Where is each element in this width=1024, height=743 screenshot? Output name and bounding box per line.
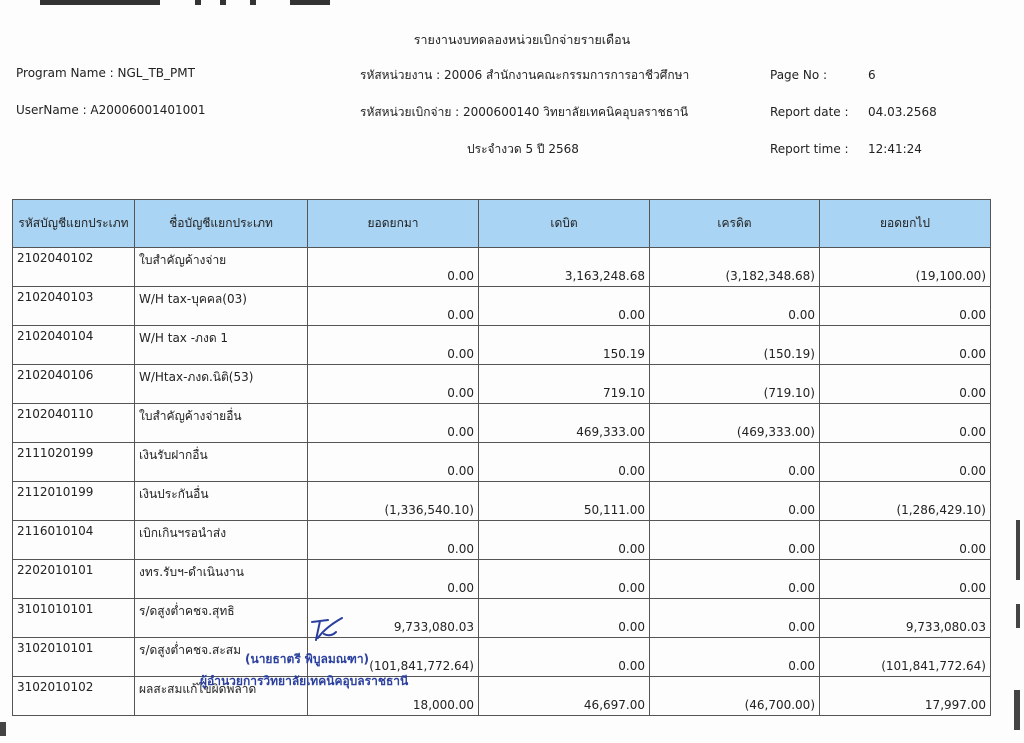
cell-debit: 0.00 bbox=[479, 521, 650, 560]
scan-edge-mark bbox=[1014, 690, 1020, 730]
cell-credit: 0.00 bbox=[650, 287, 820, 326]
cell-opening-balance: 18,000.00 bbox=[308, 677, 479, 716]
cell-closing-balance: 17,997.00 bbox=[820, 677, 991, 716]
cell-debit: 719.10 bbox=[479, 365, 650, 404]
cell-credit: 0.00 bbox=[650, 443, 820, 482]
cell-account-name: ผลสะสมแก้ไขผิดพลาด bbox=[135, 677, 308, 716]
user-name: UserName : A20006001401001 bbox=[16, 103, 206, 117]
cell-credit: (469,333.00) bbox=[650, 404, 820, 443]
page-no-value: 6 bbox=[868, 68, 876, 82]
cell-opening-balance: 0.00 bbox=[308, 326, 479, 365]
top-scan-marks bbox=[0, 0, 1024, 6]
cell-account-name: W/Htax-ภงด.นิติ(53) bbox=[135, 365, 308, 404]
col-header-opening-balance: ยอดยกมา bbox=[308, 200, 479, 248]
col-header-credit: เครดิต bbox=[650, 200, 820, 248]
cell-credit: 0.00 bbox=[650, 521, 820, 560]
scan-edge-mark bbox=[0, 722, 6, 736]
report-date-label: Report date : bbox=[770, 105, 849, 119]
cell-opening-balance: 0.00 bbox=[308, 365, 479, 404]
disbursing-unit-code: รหัสหน่วยเบิกจ่าย : 2000600140 วิทยาลัยเทคนิคอุบลราชธานี bbox=[360, 105, 689, 119]
cell-account-name: งทร.รับฯ-ดำเนินงาน bbox=[135, 560, 308, 599]
signature-scribble bbox=[308, 614, 348, 644]
col-header-debit: เดบิต bbox=[479, 200, 650, 248]
col-header-account-code: รหัสบัญชีแยกประเภท bbox=[13, 200, 135, 248]
table-row bbox=[13, 521, 991, 560]
table-row bbox=[13, 638, 991, 677]
table-row bbox=[13, 599, 991, 638]
cell-closing-balance: 0.00 bbox=[820, 404, 991, 443]
cell-closing-balance: (1,286,429.10) bbox=[820, 482, 991, 521]
cell-account-code: 2116010104 bbox=[13, 521, 135, 560]
cell-opening-balance: 0.00 bbox=[308, 443, 479, 482]
cell-account-code: 3102010102 bbox=[13, 677, 135, 716]
cell-debit: 0.00 bbox=[479, 638, 650, 677]
report-time-label: Report time : bbox=[770, 142, 849, 156]
cell-credit: 0.00 bbox=[650, 599, 820, 638]
cell-account-name: ใบสำคัญค้างจ่ายอื่น bbox=[135, 404, 308, 443]
cell-account-name: ใบสำคัญค้างจ่าย bbox=[135, 248, 308, 287]
cell-debit: 3,163,248.68 bbox=[479, 248, 650, 287]
cell-credit: 0.00 bbox=[650, 638, 820, 677]
cell-closing-balance: (101,841,772.64) bbox=[820, 638, 991, 677]
cell-account-code: 2202010101 bbox=[13, 560, 135, 599]
page-no-label: Page No : bbox=[770, 68, 828, 82]
report-period: ประจำงวด 5 ปี 2568 bbox=[467, 142, 579, 156]
cell-debit: 0.00 bbox=[479, 443, 650, 482]
signatory-name: (นายธาตรี พิบูลมณฑา) bbox=[245, 652, 370, 666]
cell-account-name: เงินประกันอื่น bbox=[135, 482, 308, 521]
table-row bbox=[13, 287, 991, 326]
table-header-row bbox=[13, 200, 991, 248]
cell-credit: (719.10) bbox=[650, 365, 820, 404]
cell-account-name: W/H tax-บุคคล(03) bbox=[135, 287, 308, 326]
cell-debit: 50,111.00 bbox=[479, 482, 650, 521]
report-date-value: 04.03.2568 bbox=[868, 105, 937, 119]
cell-account-code: 2102040102 bbox=[13, 248, 135, 287]
cell-account-code: 2102040110 bbox=[13, 404, 135, 443]
col-header-closing-balance: ยอดยกไป bbox=[820, 200, 991, 248]
cell-debit: 150.19 bbox=[479, 326, 650, 365]
cell-opening-balance: 0.00 bbox=[308, 560, 479, 599]
table-row bbox=[13, 404, 991, 443]
cell-debit: 0.00 bbox=[479, 560, 650, 599]
cell-opening-balance: 0.00 bbox=[308, 248, 479, 287]
cell-opening-balance: 9,733,080.03 bbox=[308, 599, 479, 638]
cell-account-code: 3101010101 bbox=[13, 599, 135, 638]
cell-account-code: 2111020199 bbox=[13, 443, 135, 482]
cell-credit: 0.00 bbox=[650, 482, 820, 521]
cell-closing-balance: 0.00 bbox=[820, 443, 991, 482]
cell-opening-balance: 0.00 bbox=[308, 404, 479, 443]
cell-account-name: เบิกเกินฯรอนำส่ง bbox=[135, 521, 308, 560]
cell-account-code: 2102040106 bbox=[13, 365, 135, 404]
cell-account-name: W/H tax -ภงด 1 bbox=[135, 326, 308, 365]
report-title: รายงานงบทดลองหน่วยเบิกจ่ายรายเดือน bbox=[413, 32, 631, 47]
cell-opening-balance: 0.00 bbox=[308, 521, 479, 560]
cell-credit: (3,182,348.68) bbox=[650, 248, 820, 287]
table-row bbox=[13, 365, 991, 404]
table-row bbox=[13, 560, 991, 599]
cell-account-code: 3102010101 bbox=[13, 638, 135, 677]
cell-account-code: 2102040103 bbox=[13, 287, 135, 326]
table-row bbox=[13, 443, 991, 482]
cell-account-name: ร/ดสูงต่ำคชจ.สะสม bbox=[135, 638, 308, 677]
cell-opening-balance: 0.00 bbox=[308, 287, 479, 326]
cell-opening-balance: (101,841,772.64) bbox=[308, 638, 479, 677]
trial-balance-table bbox=[12, 199, 991, 716]
cell-account-code: 2102040104 bbox=[13, 326, 135, 365]
cell-closing-balance: (19,100.00) bbox=[820, 248, 991, 287]
cell-credit: (150.19) bbox=[650, 326, 820, 365]
cell-closing-balance: 9,733,080.03 bbox=[820, 599, 991, 638]
signatory-position: ผู้อำนวยการวิทยาลัยเทคนิคอุบลราชธานี bbox=[200, 674, 409, 688]
cell-debit: 0.00 bbox=[479, 287, 650, 326]
table-row bbox=[13, 482, 991, 521]
program-name: Program Name : NGL_TB_PMT bbox=[16, 66, 195, 80]
table-row bbox=[13, 248, 991, 287]
cell-closing-balance: 0.00 bbox=[820, 521, 991, 560]
scan-edge-mark bbox=[1016, 604, 1020, 628]
cell-account-code: 2112010199 bbox=[13, 482, 135, 521]
scan-edge-mark bbox=[1016, 520, 1020, 580]
cell-account-name: เงินรับฝากอื่น bbox=[135, 443, 308, 482]
col-header-account-name: ชื่อบัญชีแยกประเภท bbox=[135, 200, 308, 248]
table-row bbox=[13, 677, 991, 716]
cell-credit: (46,700.00) bbox=[650, 677, 820, 716]
table-row bbox=[13, 326, 991, 365]
cell-debit: 0.00 bbox=[479, 599, 650, 638]
cell-closing-balance: 0.00 bbox=[820, 365, 991, 404]
cell-closing-balance: 0.00 bbox=[820, 326, 991, 365]
cell-credit: 0.00 bbox=[650, 560, 820, 599]
cell-closing-balance: 0.00 bbox=[820, 560, 991, 599]
cell-debit: 469,333.00 bbox=[479, 404, 650, 443]
cell-opening-balance: (1,336,540.10) bbox=[308, 482, 479, 521]
agency-code: รหัสหน่วยงาน : 20006 สำนักงานคณะกรรมการการอาชีวศึกษา bbox=[360, 68, 690, 82]
cell-closing-balance: 0.00 bbox=[820, 287, 991, 326]
report-time-value: 12:41:24 bbox=[868, 142, 922, 156]
cell-account-name: ร/ดสูงต่ำคชจ.สุทธิ bbox=[135, 599, 308, 638]
cell-debit: 46,697.00 bbox=[479, 677, 650, 716]
